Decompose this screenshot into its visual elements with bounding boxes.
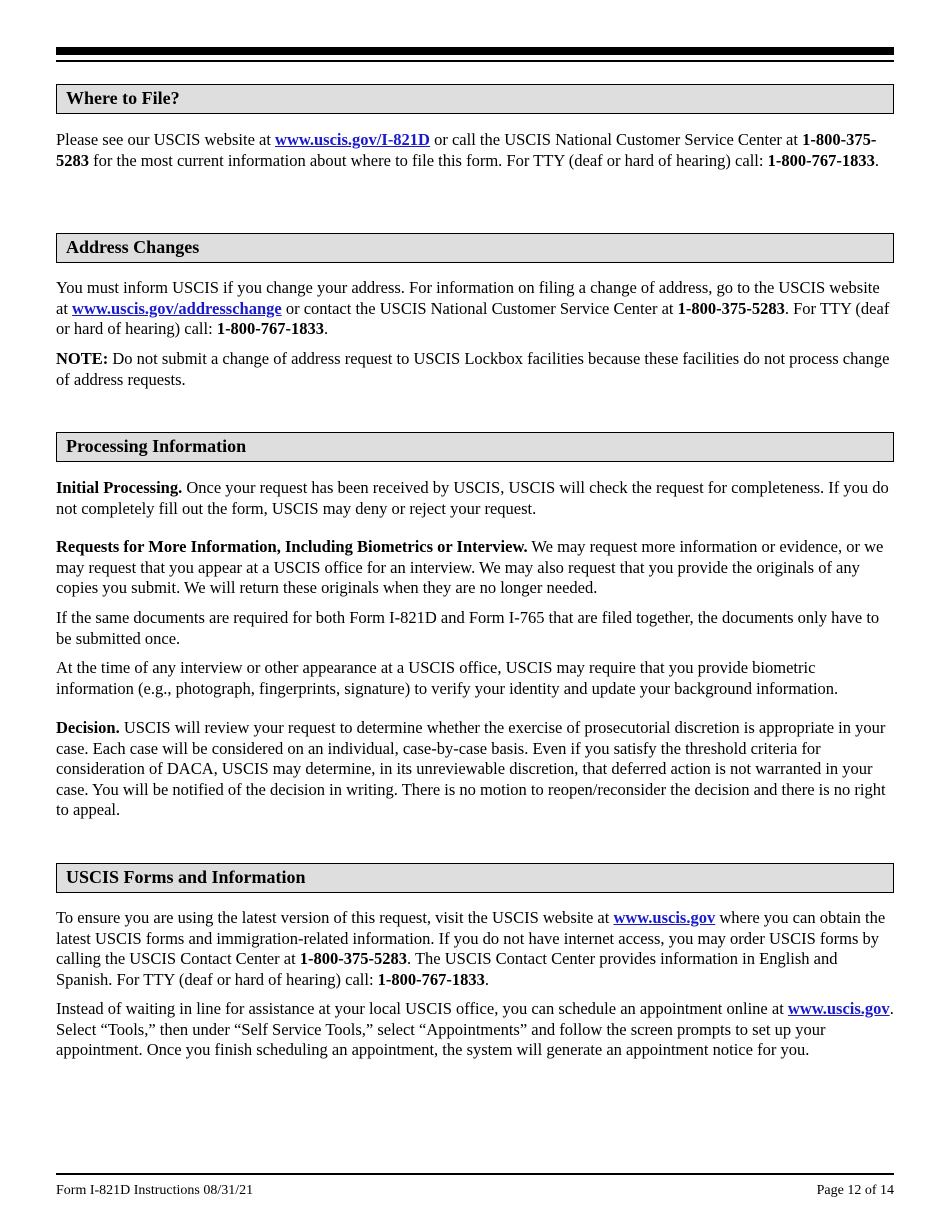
text: for the most current information about where to file this form. For TTY (deaf or hard of hearing) call:: [89, 150, 768, 170]
address-changes-note: [56, 349, 894, 390]
initial-processing-label: Initial Processing.: [56, 478, 183, 497]
text: . Select “Tools,” then under “Self Service Tools,” select “Appointments” and follow the screen prompts to set up your appointment. Once you finish scheduling an appointment, the system will generate an appointment notice for you.: [56, 999, 894, 1059]
footer-page-number: Page 12 of 14: [816, 1183, 894, 1198]
processing-information-header: Processing Information: [56, 432, 894, 462]
text: To ensure you are using the latest version of this request, visit the USCIS website at: [56, 908, 614, 927]
where-to-file-header: Where to File?: [56, 84, 894, 114]
text: We may request more information or evidence, or we may request that you appear at a USCIS office for an interview. We may also request that you provide the originals of any copies you submit. We will return these originals when they are no longer needed.: [56, 537, 884, 597]
text: Do not submit a change of address request to USCIS Lockbox facilities because these facilities do not process change of address requests.: [56, 349, 890, 389]
text: where you can obtain the latest USCIS forms and immigration-related information. If you do not have internet access, you may order USCIS forms by calling the USCIS Contact Center at: [56, 908, 886, 968]
text: or call the USCIS National Customer Service Center at: [429, 130, 803, 149]
footer-rule: [56, 1173, 894, 1175]
forms-information-header: USCIS Forms and Information: [56, 863, 894, 893]
tty-number: 1-800-767-1833: [377, 969, 485, 989]
text: Instead of waiting in line for assistance at your local USCIS office, you can schedule an appointment online at: [56, 999, 788, 1018]
footer-form-name: Form I-821D Instructions 08/31/21: [56, 1183, 254, 1198]
phone-number: 1-800-375-5283: [299, 949, 408, 968]
address-change-link[interactable]: www.uscis.gov/addresschange: [72, 298, 282, 318]
text: USCIS will review your request to determine whether the exercise of prosecutorial discretion is appropriate in your case. Each case will be considered on an individual, case-by-case basis. Even if you satisfy the threshold criteria for consideration of DACA, USCIS may determine, in its unreviewable discretion, that deferred action is not warranted in your case. You will be notified of the decision in writing. There is no motion to reopen/reconsider the decision and there is no right to appeal.: [56, 718, 886, 819]
text: .: [324, 319, 329, 338]
initial-processing-paragraph: [56, 478, 894, 519]
text: . For TTY (deaf or hard of hearing) call:: [56, 298, 890, 338]
address-changes-header: Address Changes: [56, 233, 894, 263]
text: . The USCIS Contact Center provides information in English and Spanish. For TTY (deaf or hard of hearing) call:: [56, 949, 838, 989]
uscis-link[interactable]: www.uscis.gov: [613, 908, 716, 927]
tty-number: 1-800-767-1833: [216, 319, 325, 338]
address-changes-paragraph: [56, 278, 894, 340]
text: Once your request has been received by USCIS, USCIS will check the request for completeness. If you do not completely fill out the form, USCIS may deny or reject your request.: [56, 478, 889, 518]
text: You must inform USCIS if you change your address. For information on filing a change of address, go to the USCIS website at: [56, 278, 880, 318]
text: .: [874, 150, 879, 170]
text: .: [484, 969, 490, 989]
where-to-file-paragraph: [56, 130, 894, 171]
tty-number: 1-800-767-1833: [767, 150, 875, 170]
biometric-paragraph: At the time of any interview or other appearance at a USCIS office, USCIS may require that you provide biometric information (e.g., photograph, fingerprints, signature) to verify your identity and update your background information.: [56, 658, 839, 698]
phone-number: 1-800-375-5283: [56, 130, 877, 170]
decision-label: Decision.: [56, 718, 120, 737]
i821d-link[interactable]: www.uscis.gov/I-821D: [275, 130, 430, 149]
appointment-paragraph: [56, 999, 894, 1061]
same-documents-paragraph: If the same documents are required for both Form I-821D and Form I-765 that are filed together, the documents only have to be submitted once.: [56, 608, 880, 648]
text: or contact the USCIS National Customer Service Center at: [281, 298, 678, 318]
uscis-appointment-link[interactable]: www.uscis.gov: [787, 999, 890, 1018]
rfe-label: Requests for More Information, Including Biometrics or Interview.: [56, 537, 528, 556]
top-thin-rule: [56, 60, 894, 62]
rfe-paragraph: [56, 537, 894, 599]
forms-information-paragraph: [56, 908, 894, 990]
top-thick-rule: [56, 47, 894, 55]
phone-number: 1-800-375-5283: [677, 298, 785, 318]
decision-paragraph: [56, 718, 894, 821]
text: Please see our USCIS website at: [56, 130, 276, 149]
note-label: NOTE:: [56, 349, 109, 368]
